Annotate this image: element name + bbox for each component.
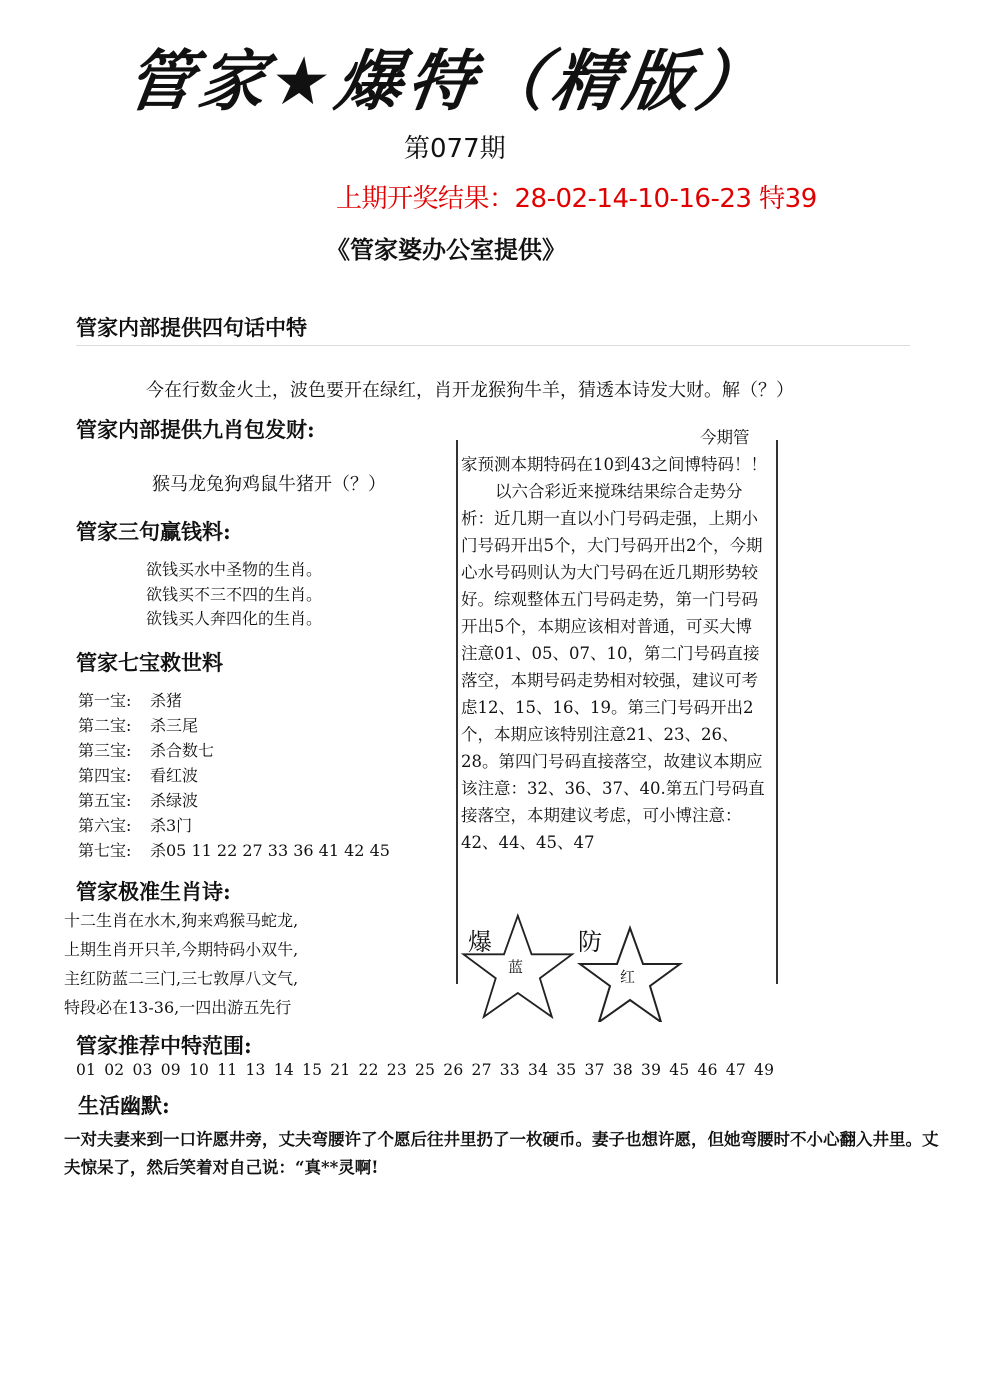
poem-line: 十二生肖在水木,狗来鸡猴马蛇龙, <box>64 911 299 930</box>
provider-line: 《管家婆办公室提供》 <box>326 235 566 264</box>
page-title: 管家★爆特（精版） <box>121 43 774 120</box>
bao-label: 爆 <box>468 928 492 956</box>
prediction-paragraph: 以六合彩近来搅珠结果综合走势分析：近几期一直以小门号码走强，上期小门号码开出5个，大门号码开出2个，今期心水号码则认为大门号码在近几期形势较好。综观整体五门号码走势，第一门号码开出5个，本期应该相对普通，可买大博注意01、05、07、10，第二门号码直接落空，本期号码走势相对较强，建议可考虑12、15、16、19。第三门号码开出2个，本期应该特别注意21、23、26、28。第四门号码直接落空，故建议本期应该注意：32、36、37、40.第五门号码直接落空，本期建议考虑，可小博注意：42、44、45、47 <box>461 482 765 852</box>
treasure-row: 第二宝: 杀三尾 <box>78 716 199 735</box>
three-sentences-line: 欲钱买人奔四化的生肖。 <box>146 609 323 628</box>
seven-treasures-heading: 管家七宝救世料 <box>76 650 223 675</box>
divider <box>76 345 910 346</box>
three-sentences-heading: 管家三句赢钱料: <box>76 519 231 544</box>
four-sentences-text: 今在行数金火土，波色要开在绿红，肖开龙猴狗牛羊，猜透本诗发大财。解（？） <box>146 380 794 401</box>
recommend-numbers: 01 02 03 09 10 11 13 14 15 21 22 23 25 26 27 33 34 35 37 38 39 45 46 47 49 <box>76 1061 775 1079</box>
issue-number: 第077期 <box>404 134 506 164</box>
zodiac-poem-heading: 管家极准生肖诗: <box>76 879 231 904</box>
last-draw-result: 上期开奖结果：28-02-14-10-16-23 特39 <box>336 184 817 214</box>
right-border-line <box>776 440 778 984</box>
three-sentences-line: 欲钱买水中圣物的生肖。 <box>146 560 323 579</box>
treasure-row: 第七宝: 杀05 11 22 27 33 36 41 42 45 <box>78 841 390 860</box>
treasure-row: 第三宝: 杀合数七 <box>78 741 215 760</box>
prediction-intro: 今期管 <box>700 428 750 447</box>
fang-label: 防 <box>578 928 602 956</box>
treasure-row: 第一宝: 杀猪 <box>78 691 183 710</box>
four-sentences-heading: 管家内部提供四句话中特 <box>76 315 307 340</box>
prediction-text <box>461 451 767 856</box>
poem-line: 上期生肖开只羊,今期特码小双牛, <box>64 940 299 959</box>
three-sentences-line: 欲钱买不三不四的生肖。 <box>146 585 323 604</box>
blue-label: 蓝 <box>508 958 524 976</box>
recommend-heading: 管家推荐中特范围: <box>76 1033 252 1058</box>
treasure-row: 第六宝: 杀3门 <box>78 816 193 835</box>
poem-line: 主红防蓝二三门,三七敦厚八文气, <box>64 969 299 988</box>
stars-graphic <box>458 912 688 1022</box>
prediction-paragraph: 家预测本期特码在10到43之间博特码！！ <box>461 455 767 474</box>
nine-zodiac-heading: 管家内部提供九肖包发财: <box>76 417 315 442</box>
nine-zodiac-text: 猴马龙兔狗鸡鼠牛猪开（？） <box>152 474 386 495</box>
humor-text: 一对夫妻来到一口许愿井旁，丈夫弯腰许了个愿后往井里扔了一枚硬币。妻子也想许愿，但她弯腰时不小心翻入井里。丈夫惊呆了，然后笑着对自己说：“真**灵啊! <box>64 1130 939 1177</box>
treasure-row: 第五宝: 杀绿波 <box>78 791 199 810</box>
left-border-line <box>456 440 458 984</box>
humor-heading: 生活幽默: <box>78 1093 170 1118</box>
treasure-row: 第四宝: 看红波 <box>78 766 199 785</box>
poem-line: 特段必在13-36,一四出游五先行 <box>64 998 292 1017</box>
red-label: 红 <box>620 968 636 986</box>
